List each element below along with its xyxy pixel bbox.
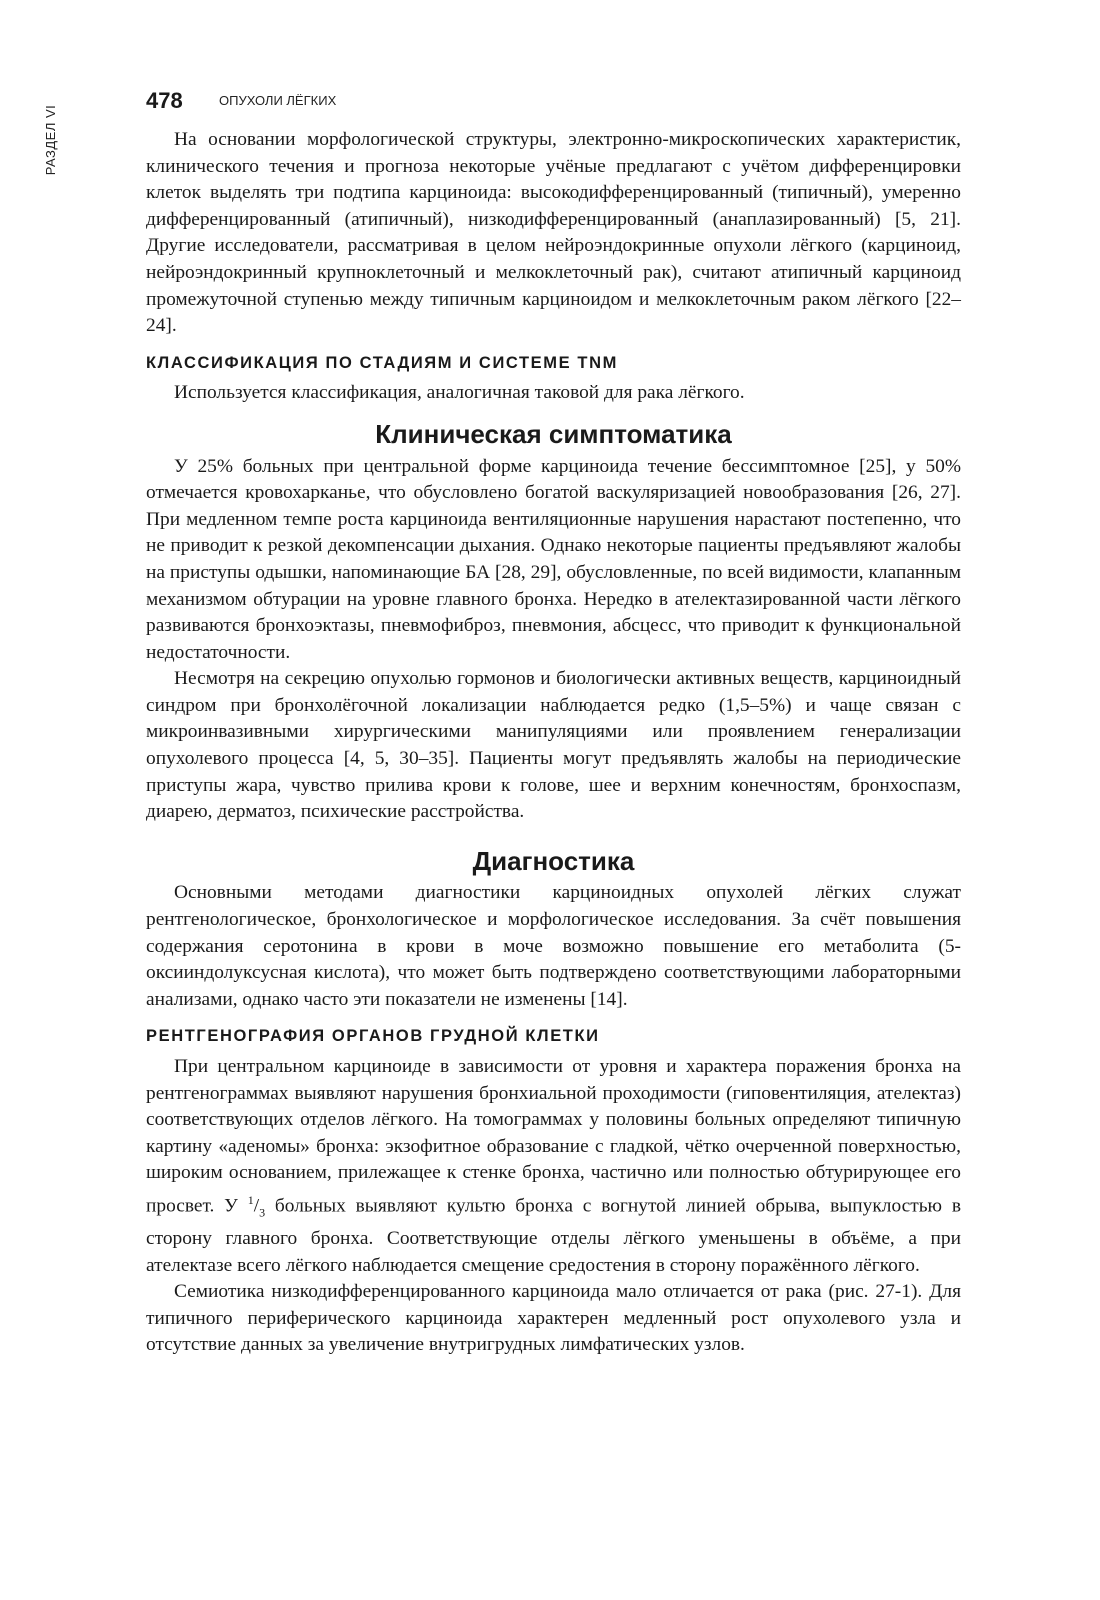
paragraph-clinical-2: Несмотря на секрецию опухолью гормонов и биологически активных веществ, карциноидный синдром при бронхолёгочной локализации наблюдается редко (1,5–5%) и чаще связан с микроинвазивными хирургическими манипуляциями или проявлением генерализации опухолевого процесса [4, 5, 30–35]. Пациенты могут предъявлять жалобы на периодические приступы жара, чувство прилива крови к голове, шее и верхним конечностям, бронхоспазм, диарею, дерматоз, психические расстройства. [146, 668, 961, 823]
paragraph-central-carcinoid-part-a: При центральном карциноиде в зависимости от уровня и характера поражения бронха на рентгенограммах выявляют нарушения бронхиальной проходимости (гиповентиляция, ателектаз) соответствующих отделов лёгкого. На томограммах у половины больных определяют типичную картину «аденомы» бронха: экзофитное образование с гладкой, чётко очерченной поверхностью, широким основанием, прилежащее к стенке бронха, частично или полностью обтурирующее его просвет. У [146, 1056, 961, 1217]
heading-diagnostics: Диагностика [472, 845, 635, 876]
heading-clinical-symptoms: Клиническая симптоматика [375, 418, 732, 449]
running-title: ОПУХОЛИ ЛЁГКИХ [219, 93, 337, 108]
fraction-numerator: 1 [247, 1192, 254, 1207]
paragraph-central-carcinoid-part-b: больных выявляют культю бронха с вогнутой линией обрыва, выпуклостью в сторону главного бронха. Соответствующие отделы лёгкого уменьшены в объёме, а при ателектазе всего лёгкого наблюдается смещение средостения в сторону поражённого лёгкого. [146, 1195, 961, 1276]
section-side-label: РАЗДЕЛ VI [43, 104, 58, 176]
paragraph-central-carcinoid: При центральном карциноиде в зависимости от уровня и характера поражения бронха на рентгенограммах выявляют нарушения бронхиальной проходимости (гиповентиляция, ателектаз) соответствующих отделов лёгкого. На томограммах у половины больных определяют типичную картину «аденомы» бронха: экзофитное образование с гладкой, чётко очерченной поверхностью, широким основанием, прилежащее к стенке бронха, частично или полностью обтурирующее его просвет. У $^1/_3$ больных выявляют культю бронха с вогнутой линией обрыва, выпуклостью в сторону главного бронха. Соответствующие отделы лёгкого уменьшены в объёме, а при ателектазе всего лёгкого наблюдается смещение средостения в сторону поражённого лёгкого. [146, 1056, 961, 1276]
fraction-denominator: 3 [259, 1205, 266, 1220]
paragraph-diagnostics: Основными методами диагностики карциноидных опухолей лёгких служат рентгенологическое, бронхологическое и морфологическое исследования. За счёт повышения содержания серотонина в крови в моче возможно повышение его метаболита (5-оксииндолуксусная кислота), что может быть подтверждено соответствующими лабораторными анализами, однако часто эти показатели не изменены [14]. [146, 882, 961, 1010]
paragraph-subtypes: На основании морфологической структуры, электронно-микроскопических характеристик, клинического течения и прогноза некоторые учёные предлагают с учётом дифференцировки клеток выделять три подтипа карциноида: высокодифференцированный (типичный), умеренно дифференцированный (атипичный), низкодифференцированный (анаплазированный) [5, 21]. Другие исследователи, рассматривая в целом нейроэндокринные опухоли лёгкого (карциноид, нейроэндокринный крупноклеточный и мелкоклеточный рак), считают атипичный карциноид промежуточной ступенью между типичным карциноидом и мелкоклеточным раком лёгкого [22–24]. [146, 129, 961, 337]
paragraph-clinical-1: У 25% больных при центральной форме карциноида течение бессимптомное [25], у 50% отмечается кровохарканье, что обусловлено богатой васкуляризацией новообразования [26, 27]. При медленном темпе роста карциноида вентиляционные нарушения нарастают постепенно, что не приводит к резкой декомпенсации дыхания. Однако некоторые пациенты предъявляют жалобы на приступы одышки, напоминающие БА [28, 29], обусловленные, по всей видимости, клапанным механизмом обтурации на уровне главного бронха. Нередко в ателектазированной части лёгкого развиваются бронхоэктазы, пневмофиброз, пневмония, абсцесс, что приводит к функциональной недостаточности. [146, 455, 961, 663]
page-body [146, 127, 961, 1359]
page-number: 478 [146, 88, 183, 113]
subheading-chest-xray: РЕНТГЕНОГРАФИЯ ОРГАНОВ ГРУДНОЙ КЛЕТКИ [146, 1027, 600, 1046]
paragraph-classification: Используется классификация, аналогичная таковой для рака лёгкого. [174, 382, 745, 404]
subheading-classification: КЛАССИФИКАЦИЯ ПО СТАДИЯМ И СИСТЕМЕ TNM [146, 353, 618, 372]
paragraph-semiotics: Семиотика низкодифференцированного карциноида мало отличается от рака (рис. 27-1). Для типичного периферического карциноида характерен медленный рост опухолевого узла и отсутствие данных за увеличение внутригрудных лимфатических узлов. [146, 1281, 961, 1356]
